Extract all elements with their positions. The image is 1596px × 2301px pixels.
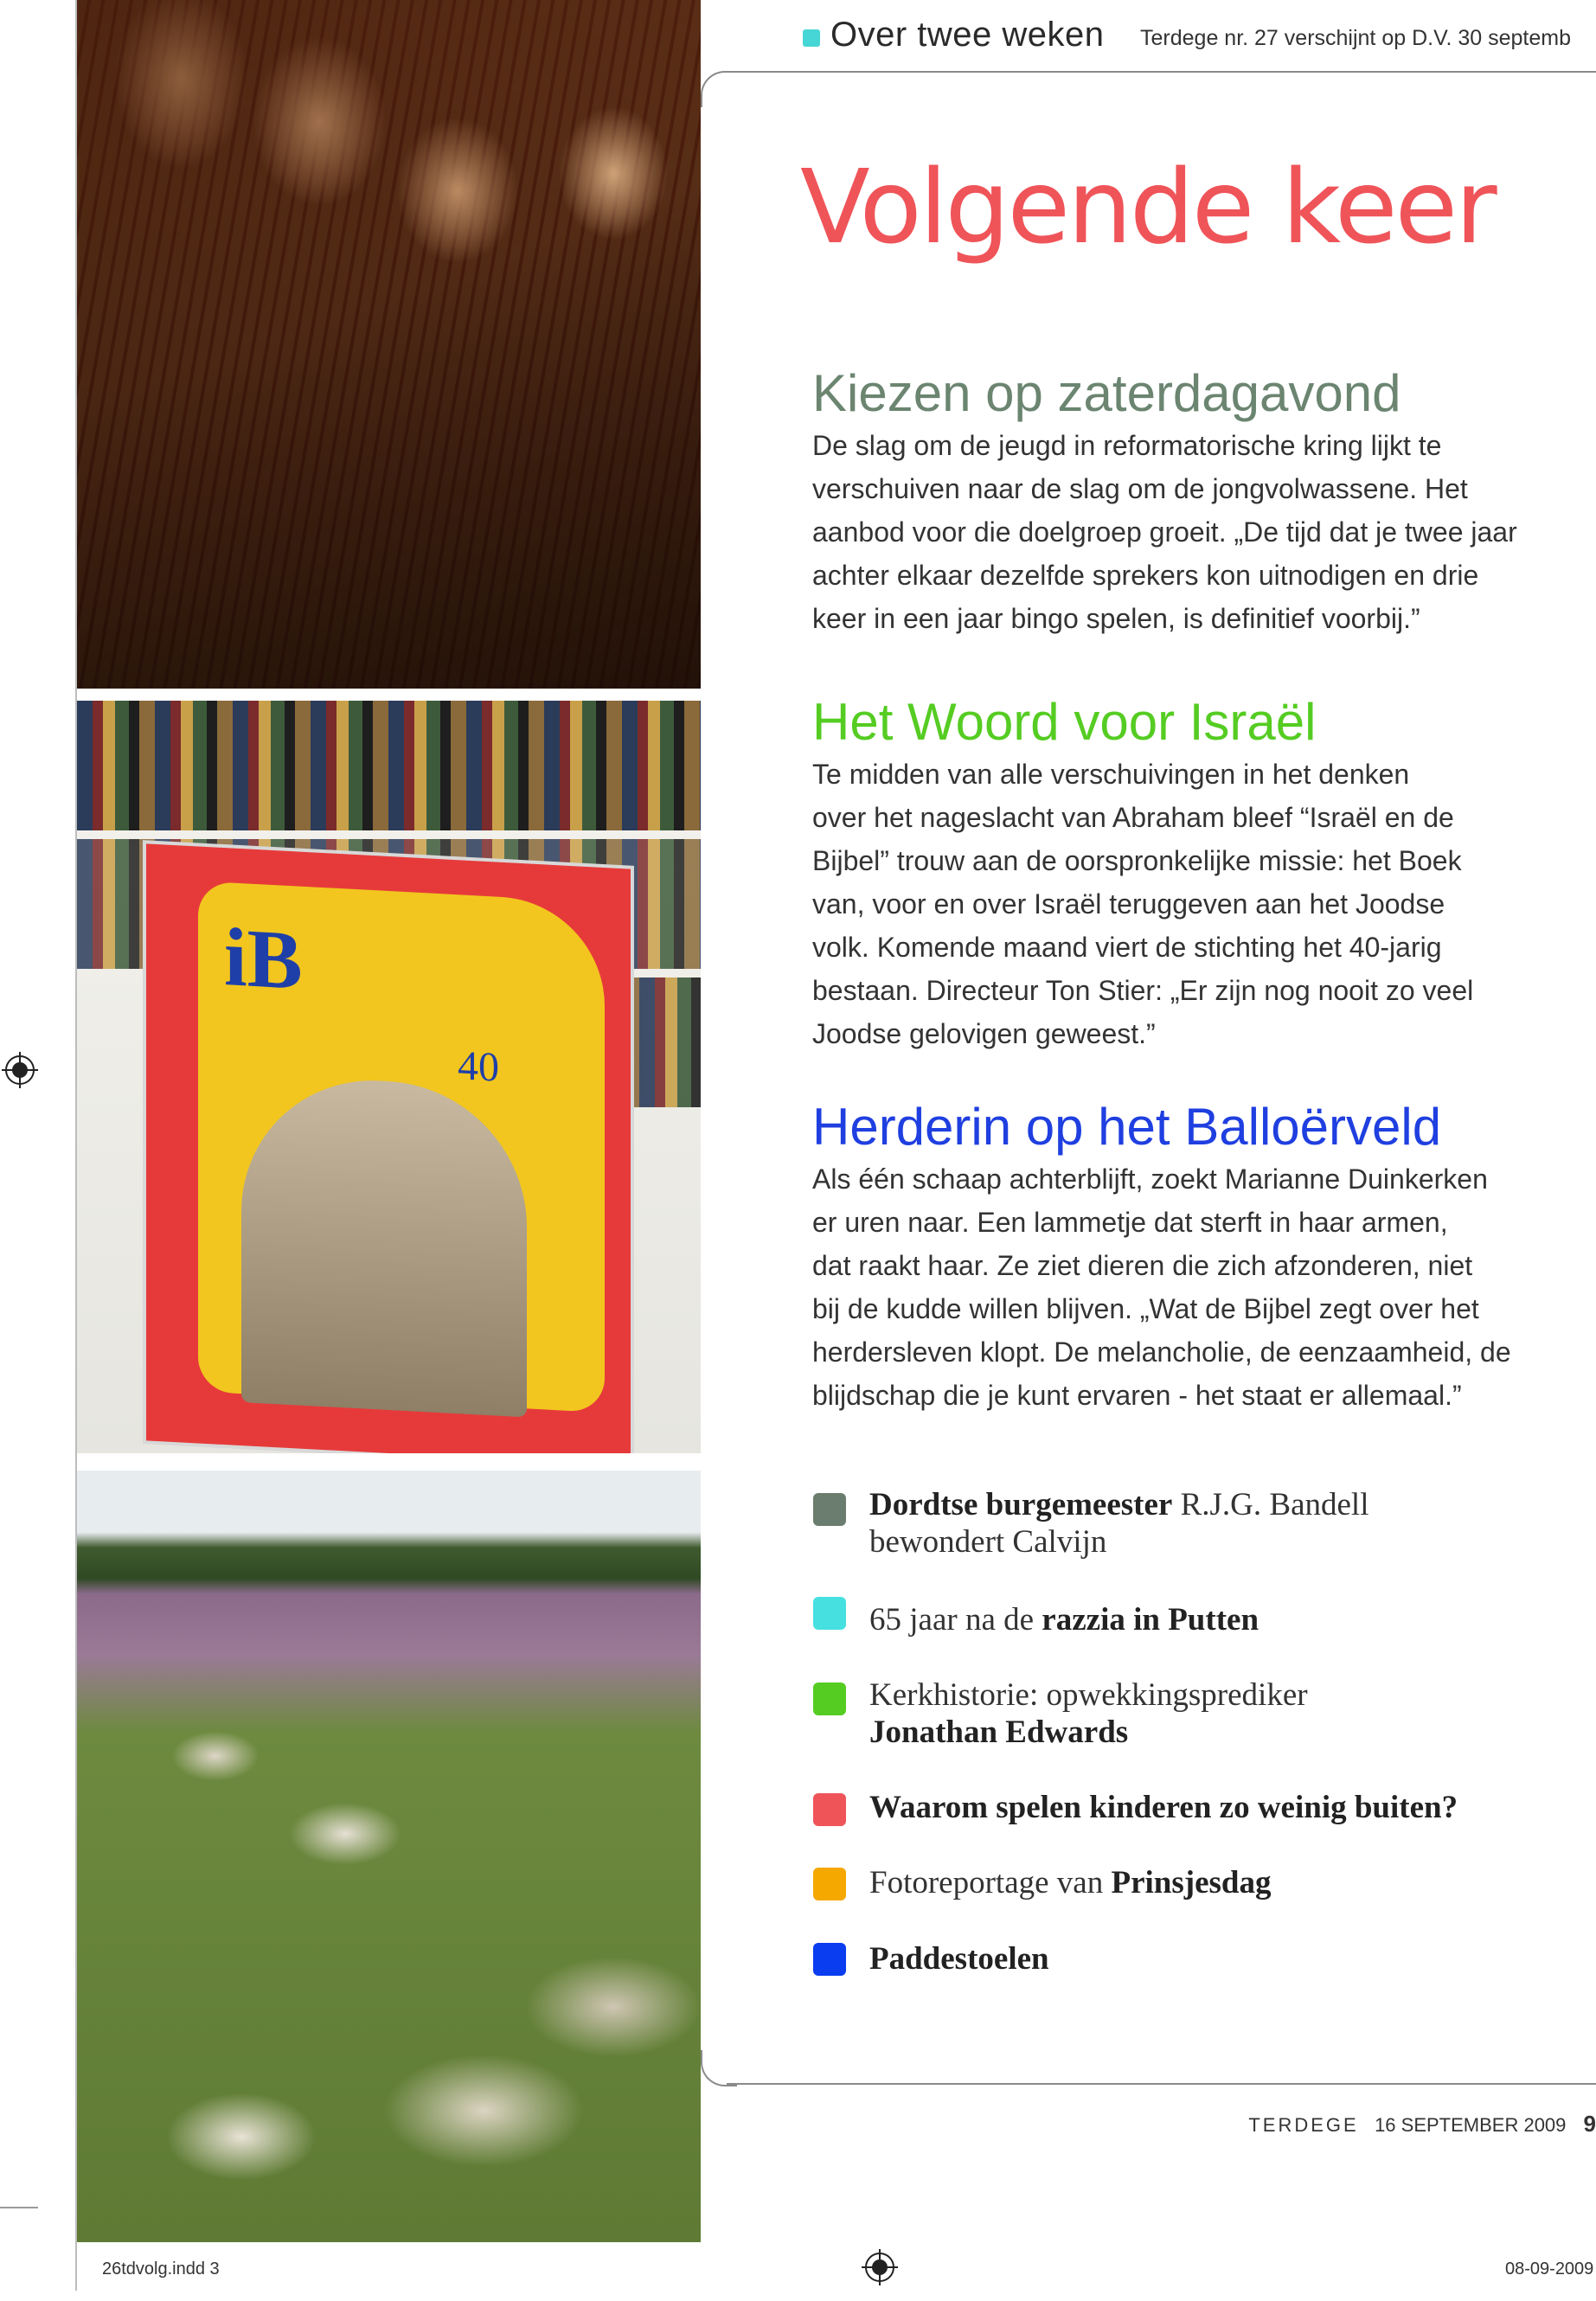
page-footer: [1194, 2111, 1596, 2138]
teaser-item: Waarom spelen kinderen zo weinig buiten?: [869, 1790, 1458, 1825]
teaser-bullet-icon: [813, 1682, 846, 1715]
slug-file: 26tdvolg.indd 3: [102, 2259, 220, 2279]
divider-top-curve: [701, 71, 737, 107]
divider-bottom: [727, 2083, 1596, 2085]
magazine-name: TERDEGE: [1248, 2114, 1359, 2136]
issue-note: Terdege nr. 27 verschijnt op D.V. 30 septemb: [1140, 26, 1571, 50]
teaser-bullet-icon: [813, 1943, 846, 1976]
page-number: 9: [1583, 2111, 1596, 2137]
audience-photo: [77, 0, 701, 689]
teaser-bullet-icon: [813, 1868, 846, 1900]
teaser-bullet-icon: [813, 1597, 846, 1630]
crop-tick: [0, 2207, 38, 2208]
article-body: Te midden van alle verschuivingen in het denken over het nageslacht van Abraham bleef “Israël en de Bijbel” trouw aan de oorspronkelijke missie: het Boek van, voor en over Israël teruggeven aan het Joodse volk. Komende maand viert de stichting het 40-jarig bestaan. Directeur Ton Stier: „Er zijn nog nooit zo veel Joodse gelovigen geweest.”: [812, 759, 1474, 1049]
magazine-display-photo: [77, 701, 701, 1453]
teaser-item: 65 jaar na de razzia in Putten: [869, 1602, 1259, 1638]
teaser-item: Paddestoelen: [869, 1941, 1049, 1977]
teaser-item: Kerkhistorie: opwekkingsprediker Jonathan Edwards: [869, 1677, 1308, 1750]
teaser-bullet-icon: [813, 1493, 846, 1526]
article-body: De slag om de jeugd in reformatorische kring lijkt te verschuiven naar de slag om de jongvolwassene. Het aanbod voor die doelgroep groeit. „De tijd dat je twee jaar achter elkaar dezelfde sprekers kon uitnodigen en drie keer in een jaar bingo spelen, is definitief voorbij.”: [812, 430, 1517, 634]
anniversary-number: 40: [458, 1042, 499, 1091]
slug-date: 08-09-2009: [1505, 2259, 1594, 2279]
teaser-item: Dordtse burgemeester R.J.G. Bandell bewondert Calvijn: [869, 1487, 1369, 1560]
divider-top: [727, 71, 1596, 73]
article-title: Herderin op het Balloërveld: [812, 1098, 1442, 1156]
divider-bottom-curve: [701, 2050, 737, 2086]
section-marker-icon: [803, 29, 820, 47]
registration-mark-icon: [865, 2253, 894, 2282]
article-title: Kiezen op zaterdagavond: [812, 364, 1401, 422]
page-title: Volgende keer: [800, 147, 1495, 266]
article-title: Het Woord voor Israël: [812, 693, 1317, 751]
magazine-cover: [146, 843, 631, 1453]
teaser-item: Fotoreportage van Prinsjesdag: [869, 1865, 1272, 1900]
issue-date: 16 SEPTEMBER 2009: [1375, 2114, 1567, 2136]
registration-mark-icon: [5, 1055, 35, 1085]
magazine-logo: iB: [224, 910, 303, 1007]
article-body: Als één schaap achterblijft, zoekt Marianne Duinkerken er uren naar. Een lammetje dat sterft in haar armen, dat raakt haar. Ze ziet dieren die zich afzonderen, niet bij de kudde willen blijven. „Wat de Bijbel zegt over het herdersleven klopt. De melancholie, de eenzaamheid, de blijdschap die je kunt ervaren - het staat er allemaal.”: [812, 1163, 1511, 1411]
teaser-bullet-icon: [813, 1793, 846, 1826]
section-label: Over twee weken: [830, 16, 1105, 54]
sheep-heath-photo: [77, 1471, 701, 2242]
